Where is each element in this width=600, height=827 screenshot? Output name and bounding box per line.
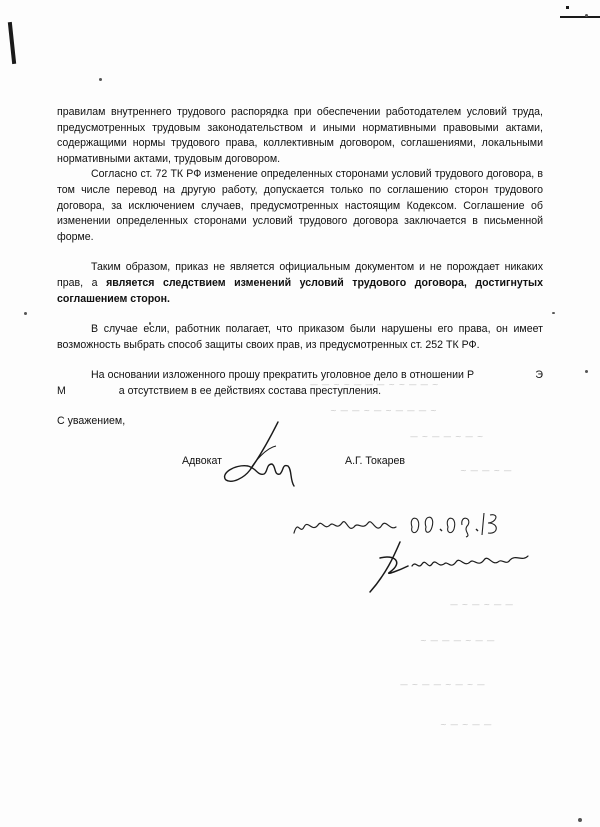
signer-role: Адвокат [182, 455, 223, 467]
bleed-through-text: — — ~ ~ — — — ~ ~ — — ~ [310, 380, 439, 389]
bleed-through-text: ~ — — ~ — [460, 466, 513, 475]
signer-name: А.Г. Токарев [345, 455, 406, 467]
recipient-signature [360, 540, 550, 600]
paragraph-request: На основании изложенного прошу прекратить уголовное дело в отношении Р Э М а отсутствием в ее действиях состава преступления. [57, 369, 573, 397]
scan-edge-mark [566, 6, 569, 9]
bleed-through-text: — ~ — ~ — — [450, 600, 514, 609]
bleed-through-text: — ~ — — ~ — ~ — [400, 680, 486, 689]
scan-speck [585, 14, 588, 17]
lawyer-signature [220, 418, 310, 498]
scan-speck [585, 370, 588, 373]
paragraph-continuation: правилам внутреннего трудового распорядка при обеспечении работодателем условий труда, предусмотренных трудовым законодательством и иными нормативными правовыми актами, содержащими нормы трудового права, коллективным договором, соглашениями, локальными нормативными актами, трудовым договором. [57, 106, 543, 165]
salutation: С уважением, [57, 415, 126, 427]
paragraph-rights: В случае если, работник полагает, что приказом были нарушены его права, он имеет возможность выбрать способ защиты своих прав, из предусмотренных ст. 252 ТК РФ. [57, 323, 543, 351]
scan-speck [99, 78, 102, 81]
bleed-through-text: ~ — — ~ — ~ — — — ~ [330, 406, 438, 415]
conclusion-bold-text: является следствием изменений условий трудового договора, достигнутых соглашением сторон. [57, 276, 543, 305]
bleed-through-text: ~ — — — ~ — — [420, 636, 496, 645]
paragraph-conclusion [57, 260, 543, 307]
scan-edge-mark [8, 22, 16, 64]
scan-speck [552, 312, 555, 314]
handwritten-receipt-note [290, 505, 520, 545]
body-text [57, 105, 573, 400]
bleed-through-text: ~ — ~ — — [440, 720, 493, 729]
scan-edge-mark [560, 16, 600, 18]
bleed-through-text: — ~ — — ~ — ~ [410, 432, 484, 441]
paragraph-article-72: Согласно ст. 72 ТК РФ изменение определенных сторонами условий трудового договора, в том числе перевод на другую работу, допускается только по соглашению сторон трудового договора, за исключением случаев, предусмотренных настоящим Кодексом. Соглашение об изменении определенных сторонами условий трудового договора заключается в письменной форме. [57, 168, 543, 243]
scan-speck [578, 818, 582, 822]
conclusion-text: Таким образом, приказ не является официальным документом и не порождает никаких прав, а [57, 261, 543, 289]
scan-speck [24, 312, 27, 315]
